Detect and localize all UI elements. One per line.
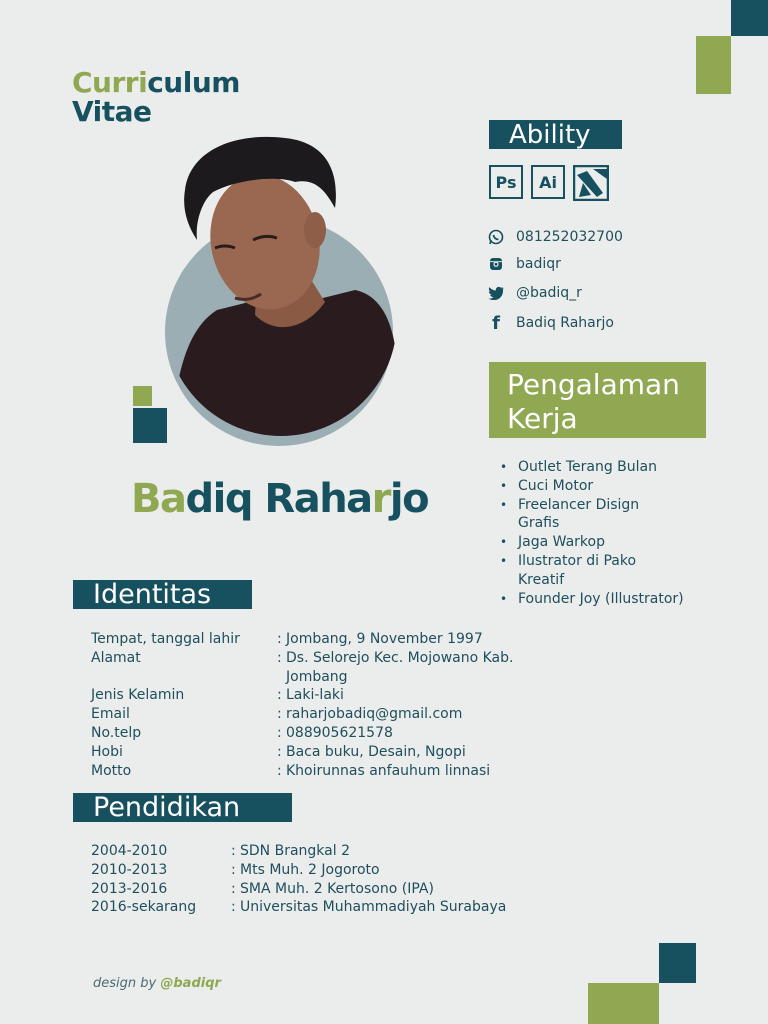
decor-square-bottom-teal: [659, 943, 696, 983]
identity-key: Hobi: [91, 743, 123, 760]
education-school: SMA Muh. 2 Kertosono (IPA): [240, 880, 434, 897]
education-years: 2004-2010: [91, 843, 168, 859]
identity-value: raharjobadiq@gmail.com: [286, 706, 463, 723]
education-school: Universitas Muhammadiyah Surabaya: [240, 899, 507, 916]
decor-square-top-right: [731, 0, 768, 36]
contact-instagram: [488, 256, 561, 272]
education-table: [91, 842, 551, 917]
identity-key: Motto: [91, 762, 132, 779]
identity-key: Alamat: [91, 649, 141, 666]
education-heading: Pendidikan: [73, 793, 292, 822]
name-last-part-c: jo: [389, 476, 429, 522]
contact-facebook-value: Badiq Raharjo: [516, 315, 614, 331]
identity-row: Jenis Kelamin : Laki-laki: [91, 687, 344, 704]
identity-value: 088905621578: [286, 724, 393, 741]
decor-square-top-right-green: [696, 36, 731, 94]
identity-row: Hobi : Baca buku, Desain, Ngopi: [91, 743, 466, 760]
cv-title: [72, 68, 240, 126]
contact-twitter: [488, 285, 582, 301]
experience-heading: [489, 362, 706, 438]
education-years: 2010-2013: [91, 861, 168, 878]
illustrator-icon: Ai: [531, 165, 565, 199]
design-credit-prefix: design by: [93, 976, 157, 991]
cv-title-part1: Curri: [72, 66, 148, 99]
contact-twitter-value: @badiq_r: [516, 285, 582, 301]
experience-item: • Outlet Terang Bulan: [498, 458, 738, 477]
contact-instagram-value: badiqr: [516, 256, 561, 272]
contact-facebook: [488, 312, 614, 334]
twitter-icon: [488, 285, 504, 301]
name-first-part-b: diq: [185, 476, 252, 522]
experience-item: • Founder Joy (Illustrator): [498, 590, 738, 609]
name-first-part-a: Ba: [131, 476, 186, 522]
facebook-icon: f: [492, 312, 500, 334]
identity-row: Alamat : Ds. Selorejo Kec. Mojowano Kab. Jombang: [91, 649, 547, 687]
contact-whatsapp-value: 081252032700: [516, 229, 623, 245]
design-credit: [93, 976, 221, 991]
experience-list: [498, 458, 738, 608]
identity-row: No.telp : 088905621578: [91, 724, 393, 741]
education-row: 2010-2013 : Mts Muh. 2 Jogoroto: [91, 861, 380, 878]
decor-square-bottom-green: [588, 983, 659, 1024]
experience-item: • Jaga Warkop: [498, 533, 738, 552]
name-last-part-b: r: [371, 476, 390, 522]
experience-item: • Freelancer Disign Grafis: [498, 496, 668, 534]
design-credit-handle: @badiqr: [160, 976, 221, 991]
education-row: 2004-2010 : SDN Brangkal 2: [91, 843, 350, 859]
profile-photo: [165, 130, 397, 446]
identity-key: Tempat, tanggal lahir: [91, 631, 240, 647]
identity-value: Laki-laki: [286, 687, 344, 704]
whatsapp-icon: [488, 229, 504, 245]
identity-value: Ds. Selorejo Kec. Mojowano Kab. Jombang: [286, 649, 514, 685]
identity-row: Tempat, tanggal lahir : Jombang, 9 November 1997: [91, 631, 483, 647]
contact-whatsapp: [488, 229, 623, 245]
experience-item: • Ilustrator di Pako Kreatif: [498, 552, 668, 590]
photoshop-icon: Ps: [489, 165, 523, 199]
identity-row: Motto : Khoirunnas anfauhum linnasi: [91, 762, 491, 779]
education-row: 2013-2016 : SMA Muh. 2 Kertosono (IPA): [91, 880, 434, 897]
education-years: 2016-sekarang: [91, 899, 197, 916]
education-row: 2016-sekarang : Universitas Muhammadiyah Surabaya: [91, 899, 507, 916]
decor-square-photo-small: [133, 386, 152, 406]
identity-heading: Identitas: [73, 580, 252, 609]
full-name: [131, 476, 428, 522]
experience-item: • Cuci Motor: [498, 477, 738, 496]
identity-value: Khoirunnas anfauhum linnasi: [286, 762, 491, 779]
cv-title-part2: culum: [147, 66, 240, 99]
education-years: 2013-2016: [91, 880, 168, 897]
instagram-icon: [488, 256, 504, 272]
education-school: SDN Brangkal 2: [240, 843, 350, 859]
identity-value: Baca buku, Desain, Ngopi: [286, 743, 466, 760]
identity-key: No.telp: [91, 724, 142, 741]
identity-key: Email: [91, 706, 130, 723]
experience-heading-line1: Pengalaman: [507, 368, 680, 401]
decor-square-photo-large: [133, 408, 167, 443]
identity-row: Email : raharjobadiq@gmail.com: [91, 706, 463, 723]
cv-title-line2: Vitae: [72, 95, 152, 128]
ability-heading: Ability: [489, 120, 622, 149]
corel-draw-icon: [573, 165, 609, 201]
identity-key: Jenis Kelamin: [91, 687, 185, 704]
identity-table: [91, 630, 547, 780]
name-last-part-a: Raha: [264, 476, 372, 522]
identity-value: Jombang, 9 November 1997: [286, 631, 483, 647]
experience-heading-line2: Kerja: [507, 402, 578, 435]
education-school: Mts Muh. 2 Jogoroto: [240, 861, 380, 878]
